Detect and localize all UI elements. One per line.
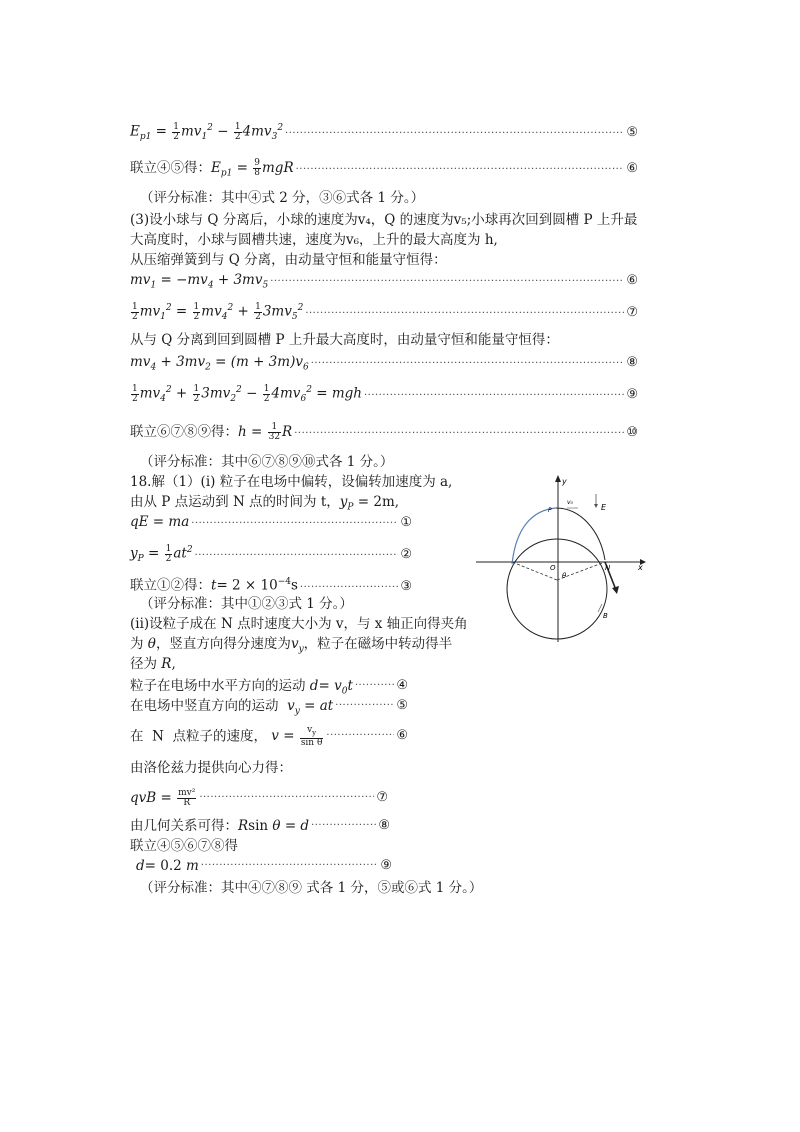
equation-energy-2: $\frac{1}{2}$ $mv_4^2$ + $\frac{1}{2}$ $3mv_2^2$ − $\frac{1}{2}$ $4mv_6^2$ = mgh (132, 383, 362, 405)
trajectory-figure (470, 470, 655, 650)
equation-yp: $y_P$ = $\frac{1}{2}$ $at^2$ (130, 543, 193, 565)
parabolic-trajectory (512, 508, 556, 564)
equation-number: ① (400, 515, 412, 530)
point-n-label: N (605, 564, 611, 572)
leader-dots (285, 124, 624, 144)
paragraph-text: 从压缩弹簧到与 Q 分离，由动量守恒和能量守恒得： (130, 252, 447, 268)
paragraph-text: (ii)设粒子成在 N 点时速度大小为 v，与 x 轴正向得夹角 (130, 616, 468, 632)
scoring-note: （评分标准：其中④⑦⑧⑨ 式各 1 分，⑤或⑥式 1 分。） (140, 880, 483, 896)
leader-dots (311, 354, 625, 374)
equation-number: ⑦ (376, 790, 388, 805)
paragraph-text: 为 θ，竖直方向得分速度为$v_y$，粒子在磁场中转动得半 (130, 636, 453, 655)
leader-dots (335, 696, 394, 722)
paragraph-text: 由洛伦兹力提供向心力得： (130, 760, 292, 776)
equation-line (130, 696, 408, 722)
equation-line (136, 856, 392, 876)
e-field-label: E (601, 503, 607, 512)
equation-line (130, 380, 638, 409)
x-axis-label: x (638, 563, 643, 572)
leader-dots (294, 424, 624, 444)
equation-number: ⑨ (626, 386, 638, 402)
y-axis-arrow (555, 475, 561, 482)
paragraph-text: 联立④⑤⑥⑦⑧得 (130, 838, 238, 854)
leader-dots (305, 304, 624, 324)
paragraph-text: 大高度时，小球与圆槽共速，速度为v₆，上升的最大高度为 h, (130, 232, 498, 248)
equation-line (130, 298, 638, 327)
equation-line (130, 422, 638, 444)
equation-line (130, 726, 408, 748)
b-field-arrow (598, 604, 602, 612)
equation-number: ③ (400, 578, 412, 594)
leader-dots (296, 160, 625, 180)
leader-dots (191, 514, 398, 534)
equation-momentum-1: $mv_1 = -mv_4 + 3mv_5$ (130, 272, 269, 291)
leader-dots (195, 546, 399, 566)
equation-number: ⑨ (380, 858, 392, 873)
b-field-label: B (603, 612, 608, 620)
origin-label: O (550, 564, 556, 572)
equation-height: 联立⑥⑦⑧⑨得：h = $\frac{1}{32}$ R (130, 422, 293, 442)
equation-number: ⑦ (626, 304, 638, 320)
scoring-note: （评分标准：其中⑥⑦⑧⑨⑩式各 1 分。） (140, 454, 394, 470)
equation-number: ④ (396, 678, 408, 693)
equation-number: ⑧ (626, 355, 638, 370)
equation-line (130, 118, 638, 147)
equation-ep1: $E_{p1}$ = $\frac{1}{2}$ $mv_1^2$ − $\frac{1}{2}$ $4mv_3^2$ (130, 121, 284, 143)
scoring-note: （评分标准：其中①②③式 1 分。） (140, 596, 353, 612)
paragraph-text: 由从 P 点运动到 N 点的时间为 t，$y_P = 2m$, (130, 494, 400, 513)
equation-line (130, 512, 412, 534)
equation-energy-1: $\frac{1}{2}$ $mv_1^2$ = $\frac{1}{2}$ $mv_4^2$ + $\frac{1}{2}$ $3mv_5^2$ (132, 301, 304, 323)
equation-lorentz: qvB = $\frac{\text{mv²}}{R}$ (130, 788, 196, 808)
e-field-arrowhead (594, 504, 598, 508)
equation-line (130, 788, 388, 808)
paragraph-text: 径为 R, (130, 656, 176, 672)
leader-dots (326, 726, 394, 748)
equation-horizontal: 粒子在电场中水平方向的运动 $d= v_0t$ (130, 678, 353, 697)
equation-line (130, 352, 638, 378)
theta-label: θ (562, 572, 567, 580)
equation-number: ⑩ (626, 425, 638, 440)
paragraph-text: 从与 Q 分离到回到圆槽 P 上升最大高度时，由动量守恒和能量守恒得： (130, 332, 559, 348)
equation-time: 联立①②得：$t= 2 \times 10^{-4}s$ (130, 577, 298, 594)
velocity-arrowhead (612, 586, 619, 594)
equation-geometry: 由几何关系可得：Rsin θ = d (130, 818, 310, 834)
y-axis-label: y (562, 477, 567, 486)
leader-dots (270, 272, 624, 292)
equation-number: ⑥ (626, 161, 638, 176)
equation-number: ⑥ (396, 728, 408, 743)
equation-number: ⑤ (396, 698, 408, 713)
equation-number: ⑧ (378, 818, 390, 833)
paragraph-text: (3)设小球与 Q 分离后，小球的速度为v₄，Q 的速度为v₅;小球再次回到圆槽 P 上升最 (130, 212, 638, 228)
equation-combined-ep1: 联立④⑤得：$E_{p1}$ = $\frac{9}{8}$ mgR (130, 158, 294, 179)
leader-dots (364, 386, 624, 406)
equation-distance: d= 0.2 m (136, 858, 199, 874)
paragraph-text: 18.解（1）(i) 粒子在电场中偏转，设偏转加速度为 a, (130, 474, 453, 490)
equation-line (130, 540, 412, 569)
point-p-label: P (548, 507, 552, 514)
equation-vertical: 在电场中竖直方向的运动 $v_y$ = at (130, 698, 334, 717)
equation-number: ⑥ (626, 273, 638, 288)
upper-arc (556, 508, 605, 560)
equation-momentum-2: $mv_4 + 3mv_2 = (m + 3m)v_6$ (130, 354, 309, 373)
equation-line (130, 158, 638, 184)
scoring-note: （评分标准：其中④式 2 分，③⑥式各 1 分。） (140, 190, 425, 206)
circular-trajectory (507, 539, 607, 639)
equation-number: ⑤ (626, 124, 638, 140)
equation-velocity: 在 N 点粒子的速度， v = $\frac{v_y}{\text{sin θ}}$ (130, 725, 323, 748)
v0-label: v₀ (567, 499, 573, 506)
equation-line (130, 816, 390, 836)
equation-number: ② (400, 546, 412, 562)
leader-dots (201, 856, 379, 876)
leader-dots (199, 788, 374, 808)
equation-force: qE = ma (130, 514, 190, 530)
equation-line (130, 270, 638, 296)
leader-dots (311, 816, 376, 836)
